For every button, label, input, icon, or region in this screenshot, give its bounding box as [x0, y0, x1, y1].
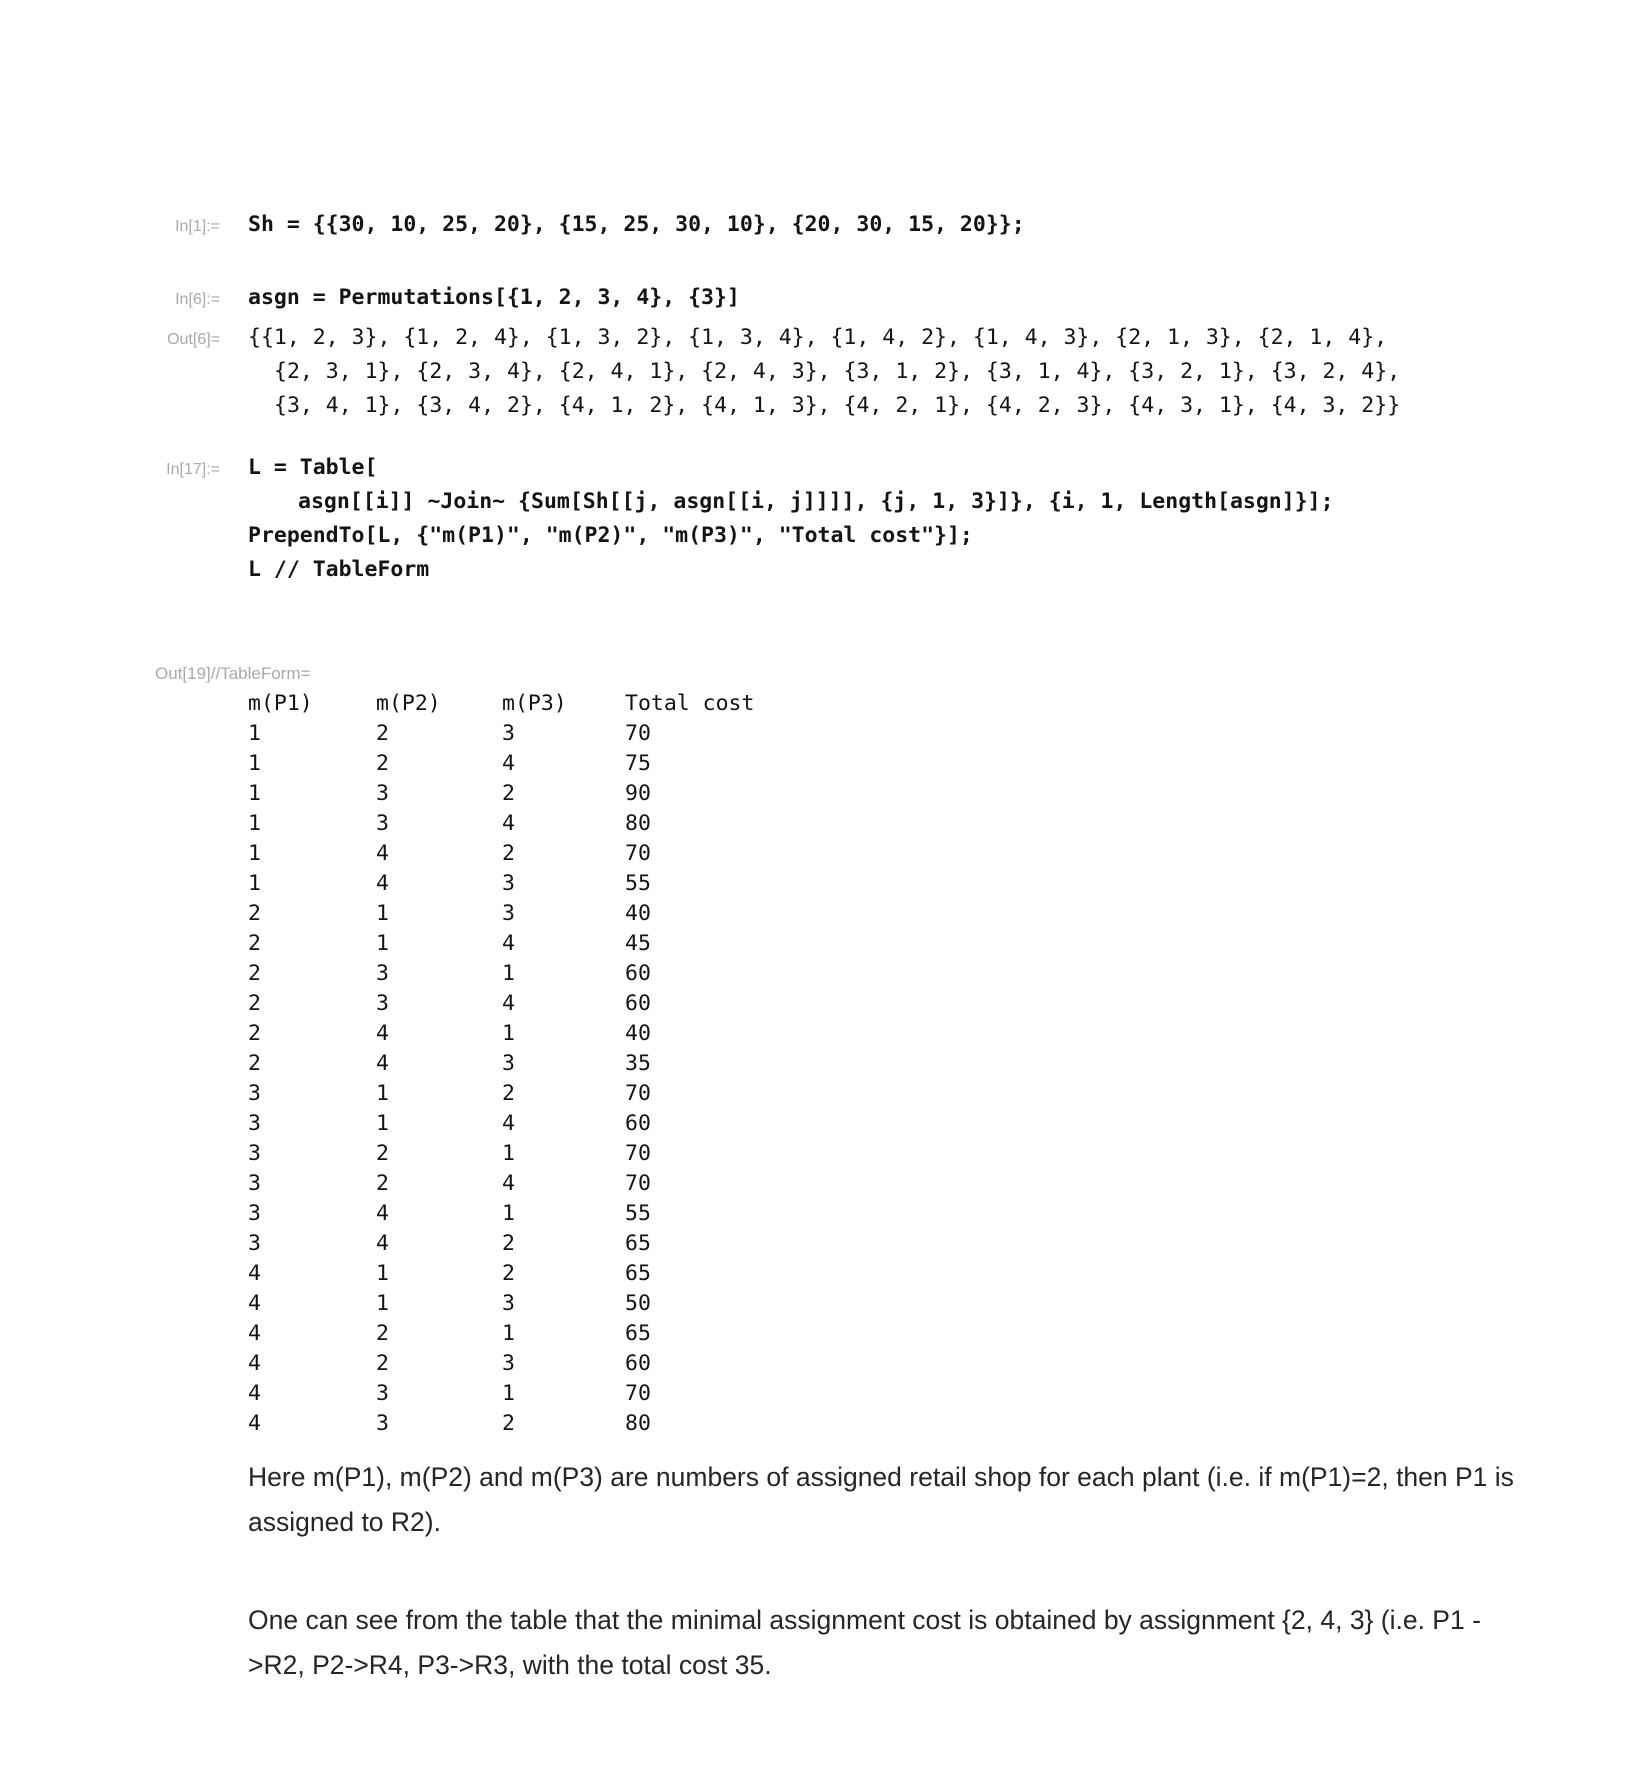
table-cell: 1 [502, 1381, 515, 1406]
column-header-mp3: m(P3) [502, 691, 567, 716]
table-cell: 35 [625, 1051, 651, 1076]
table-cell: 4 [376, 841, 389, 866]
table-row [248, 1199, 754, 1229]
text-cell-conclusion: One can see from the table that the minimal assignment cost is obtained by assignment {2, 4, 3} (i.e. P1 ->R2, P2->R4, P3->R3, with the total cost 35. [248, 1605, 1481, 1680]
in6-cell-label: In[6]:= [175, 291, 220, 308]
table-cell: 40 [625, 1021, 651, 1046]
code-line[interactable]: Sh = {{30, 10, 25, 20}, {15, 25, 30, 10}, {20, 30, 15, 20}}; [248, 212, 1025, 237]
in1-cell-label: In[1]:= [175, 218, 220, 235]
table-cell: 70 [625, 841, 651, 866]
code-line: {{1, 2, 3}, {1, 2, 4}, {1, 3, 2}, {1, 3, 4}, {1, 4, 2}, {1, 4, 3}, {2, 1, 3}, {2, 1, 4}, [248, 325, 1388, 350]
table-row [248, 749, 754, 779]
table-cell: 3 [248, 1231, 261, 1256]
table-cell: 1 [502, 1201, 515, 1226]
tableform-header-row [248, 689, 754, 719]
table-cell: 1 [376, 1081, 389, 1106]
table-cell: 4 [248, 1291, 261, 1316]
table-cell: 1 [248, 871, 261, 896]
table-cell: 40 [625, 901, 651, 926]
table-cell: 3 [248, 1111, 261, 1136]
table-cell: 3 [502, 1291, 515, 1316]
table-cell: 3 [376, 1411, 389, 1436]
table-cell: 4 [376, 1201, 389, 1226]
table-cell: 1 [502, 1321, 515, 1346]
code-line: {2, 3, 1}, {2, 3, 4}, {2, 4, 1}, {2, 4, 3}, {3, 1, 2}, {3, 1, 4}, {3, 2, 1}, {3, 2, 4}, [274, 359, 1401, 384]
table-cell: 3 [248, 1171, 261, 1196]
table-cell: 2 [376, 721, 389, 746]
table-row [248, 1379, 754, 1409]
table-cell: 3 [376, 781, 389, 806]
table-cell: 80 [625, 1411, 651, 1436]
table-cell: 4 [248, 1411, 261, 1436]
column-header-mp2: m(P2) [376, 691, 441, 716]
input-cell-6[interactable] [0, 281, 740, 315]
table-cell: 1 [376, 1111, 389, 1136]
table-cell: 1 [376, 1291, 389, 1316]
code-line[interactable]: L = Table[ [248, 455, 378, 480]
table-cell: 1 [248, 841, 261, 866]
table-cell: 1 [376, 1261, 389, 1286]
table-cell: 3 [502, 721, 515, 746]
table-cell: 4 [502, 811, 515, 836]
table-row [248, 989, 754, 1019]
table-cell: 70 [625, 1381, 651, 1406]
table-row [248, 1049, 754, 1079]
table-row [248, 1409, 754, 1439]
table-cell: 3 [376, 811, 389, 836]
table-cell: 4 [376, 1231, 389, 1256]
table-row [248, 1139, 754, 1169]
table-row [248, 1109, 754, 1139]
table-row [248, 839, 754, 869]
table-row [248, 719, 754, 749]
table-cell: 75 [625, 751, 651, 776]
out6-result [248, 321, 1400, 423]
table-cell: 1 [376, 931, 389, 956]
column-header-mp1: m(P1) [248, 691, 313, 716]
table-cell: 2 [376, 1321, 389, 1346]
table-cell: 2 [502, 781, 515, 806]
table-cell: 45 [625, 931, 651, 956]
code-line[interactable]: L // TableForm [248, 557, 430, 582]
table-cell: 4 [248, 1351, 261, 1376]
table-cell: 80 [625, 811, 651, 836]
table-cell: 70 [625, 1171, 651, 1196]
table-cell: 70 [625, 721, 651, 746]
code-line[interactable]: asgn = Permutations[{1, 2, 3, 4}, {3}] [248, 285, 740, 310]
in17-code[interactable] [248, 451, 1334, 587]
table-row [248, 1319, 754, 1349]
input-cell-17[interactable] [0, 451, 1334, 587]
table-cell: 4 [376, 871, 389, 896]
input-cell-1[interactable] [0, 208, 1025, 242]
code-line[interactable]: PrependTo[L, {"m(P1)", "m(P2)", "m(P3)", "Total cost"}]; [248, 523, 973, 548]
table-cell: 50 [625, 1291, 651, 1316]
table-cell: 70 [625, 1141, 651, 1166]
table-row [248, 1289, 754, 1319]
text-cell-explanation: Here m(P1), m(P2) and m(P3) are numbers of assigned retail shop for each plant (i.e. if m(P1)=2, then P1 is assigned to R2). [248, 1462, 1514, 1537]
table-cell: 4 [248, 1261, 261, 1286]
table-cell: 70 [625, 1081, 651, 1106]
table-cell: 3 [376, 1381, 389, 1406]
table-row [248, 1169, 754, 1199]
table-cell: 3 [248, 1201, 261, 1226]
table-row [248, 959, 754, 989]
table-cell: 60 [625, 961, 651, 986]
table-cell: 1 [502, 961, 515, 986]
out19-cell-label: Out[19]//TableForm= [155, 664, 311, 683]
table-cell: 2 [376, 1141, 389, 1166]
code-line[interactable]: asgn[[i]] ~Join~ {Sum[Sh[[j, asgn[[i, j]]]], {j, 1, 3}]}, {i, 1, Length[asgn]}]; [298, 489, 1334, 514]
table-cell: 2 [502, 841, 515, 866]
table-cell: 4 [502, 751, 515, 776]
table-cell: 3 [502, 1051, 515, 1076]
table-cell: 3 [502, 901, 515, 926]
table-cell: 1 [248, 751, 261, 776]
table-cell: 1 [502, 1021, 515, 1046]
table-cell: 2 [248, 901, 261, 926]
table-cell: 3 [376, 961, 389, 986]
table-cell: 4 [502, 1111, 515, 1136]
table-cell: 2 [248, 961, 261, 986]
code-line: {3, 4, 1}, {3, 4, 2}, {4, 1, 2}, {4, 1, 3}, {4, 2, 1}, {4, 2, 3}, {4, 3, 1}, {4, 3, 2}} [274, 393, 1401, 418]
table-row [248, 869, 754, 899]
tableform-body [248, 719, 754, 1439]
table-cell: 2 [376, 1171, 389, 1196]
table-cell: 2 [376, 751, 389, 776]
table-row [248, 929, 754, 959]
table-cell: 3 [502, 1351, 515, 1376]
table-row [248, 1019, 754, 1049]
table-cell: 3 [376, 991, 389, 1016]
table-cell: 60 [625, 1351, 651, 1376]
table-cell: 60 [625, 991, 651, 1016]
table-cell: 2 [248, 1021, 261, 1046]
table-row [248, 809, 754, 839]
table-cell: 2 [376, 1351, 389, 1376]
table-cell: 90 [625, 781, 651, 806]
table-cell: 65 [625, 1321, 651, 1346]
table-cell: 4 [376, 1021, 389, 1046]
table-cell: 65 [625, 1231, 651, 1256]
table-cell: 2 [502, 1081, 515, 1106]
table-cell: 4 [502, 991, 515, 1016]
table-cell: 4 [502, 1171, 515, 1196]
in6-code[interactable] [248, 281, 740, 315]
column-header-total-cost: Total cost [625, 691, 755, 716]
table-cell: 2 [502, 1411, 515, 1436]
table-cell: 3 [248, 1141, 261, 1166]
table-cell: 2 [502, 1261, 515, 1286]
table-cell: 3 [248, 1081, 261, 1106]
table-cell: 4 [248, 1321, 261, 1346]
in1-code[interactable] [248, 208, 1025, 242]
table-row [248, 1229, 754, 1259]
table-row [248, 1259, 754, 1289]
table-cell: 4 [502, 931, 515, 956]
table-row [248, 779, 754, 809]
table-cell: 3 [502, 871, 515, 896]
table-cell: 55 [625, 871, 651, 896]
table-cell: 1 [248, 781, 261, 806]
table-cell: 2 [248, 1051, 261, 1076]
table-cell: 65 [625, 1261, 651, 1286]
table-cell: 1 [248, 811, 261, 836]
table-row [248, 1079, 754, 1109]
out6-cell-label: Out[6]= [167, 331, 220, 348]
table-row [248, 1349, 754, 1379]
table-cell: 4 [248, 1381, 261, 1406]
table-cell: 2 [248, 991, 261, 1016]
table-cell: 1 [376, 901, 389, 926]
output-cell-6 [0, 321, 1400, 423]
table-cell: 60 [625, 1111, 651, 1136]
table-row [248, 899, 754, 929]
table-cell: 2 [248, 931, 261, 956]
table-cell: 1 [248, 721, 261, 746]
table-cell: 2 [502, 1231, 515, 1256]
table-cell: 4 [376, 1051, 389, 1076]
table-cell: 55 [625, 1201, 651, 1226]
table-cell: 1 [502, 1141, 515, 1166]
tableform-output [248, 689, 754, 1439]
in17-cell-label: In[17]:= [166, 461, 220, 478]
